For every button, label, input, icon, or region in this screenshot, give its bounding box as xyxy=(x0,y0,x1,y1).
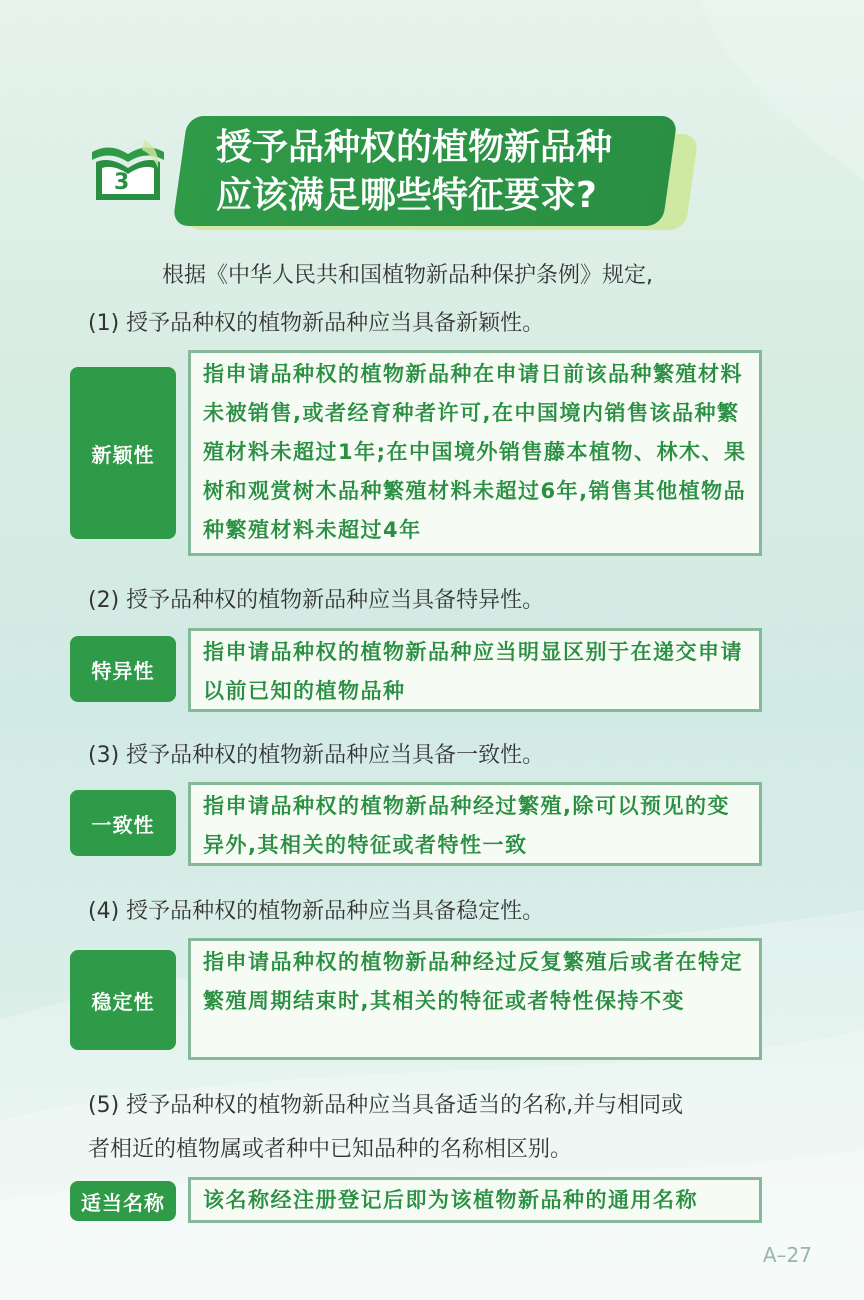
section-heading-distinctness: (2) 授予品种权的植物新品种应当具备特异性。 xyxy=(88,588,545,613)
tag-denomination: 适当名称 xyxy=(70,1181,176,1221)
section-heading-denomination: (5) 授予品种权的植物新品种应当具备适当的名称,并与相同或 者相近的植物属或者种中已知品种的名称相区别。 xyxy=(88,1093,684,1162)
desc-novelty: 指申请品种权的植物新品种在申请日前该品种繁殖材料未被销售,或者经育种者许可,在中国境内销售该品种繁殖材料未超过1年;在中国境外销售藤本植物、林木、果树和观赏树木品种繁殖材料未超过6年,销售其他植物品种繁殖材料未超过4年 xyxy=(188,350,762,556)
page-title: 授予品种权的植物新品种 应该满足哪些特征要求? xyxy=(216,127,613,216)
tag-novelty: 新颖性 xyxy=(70,367,176,539)
desc-uniformity: 指申请品种权的植物新品种经过繁殖,除可以预见的变异外,其相关的特征或者特性一致 xyxy=(188,782,762,866)
tag-uniformity: 一致性 xyxy=(70,790,176,856)
section-heading-uniformity: (3) 授予品种权的植物新品种应当具备一致性。 xyxy=(88,743,545,768)
desc-distinctness: 指申请品种权的植物新品种应当明显区别于在递交申请以前已知的植物品种 xyxy=(188,628,762,712)
desc-stability: 指申请品种权的植物新品种经过反复繁殖后或者在特定繁殖周期结束时,其相关的特征或者特性保持不变 xyxy=(188,938,762,1060)
section-number: 3 xyxy=(114,170,130,195)
intro-text: 根据《中华人民共和国植物新品种保护条例》规定, xyxy=(162,263,653,288)
section-header xyxy=(80,110,700,235)
tag-stability: 稳定性 xyxy=(70,950,176,1050)
section-heading-stability: (4) 授予品种权的植物新品种应当具备稳定性。 xyxy=(88,899,545,924)
tag-distinctness: 特异性 xyxy=(70,636,176,702)
desc-denomination: 该名称经注册登记后即为该植物新品种的通用名称 xyxy=(188,1177,762,1223)
page-number: A–27 xyxy=(762,1243,812,1267)
section-heading-novelty: (1) 授予品种权的植物新品种应当具备新颖性。 xyxy=(88,311,545,336)
